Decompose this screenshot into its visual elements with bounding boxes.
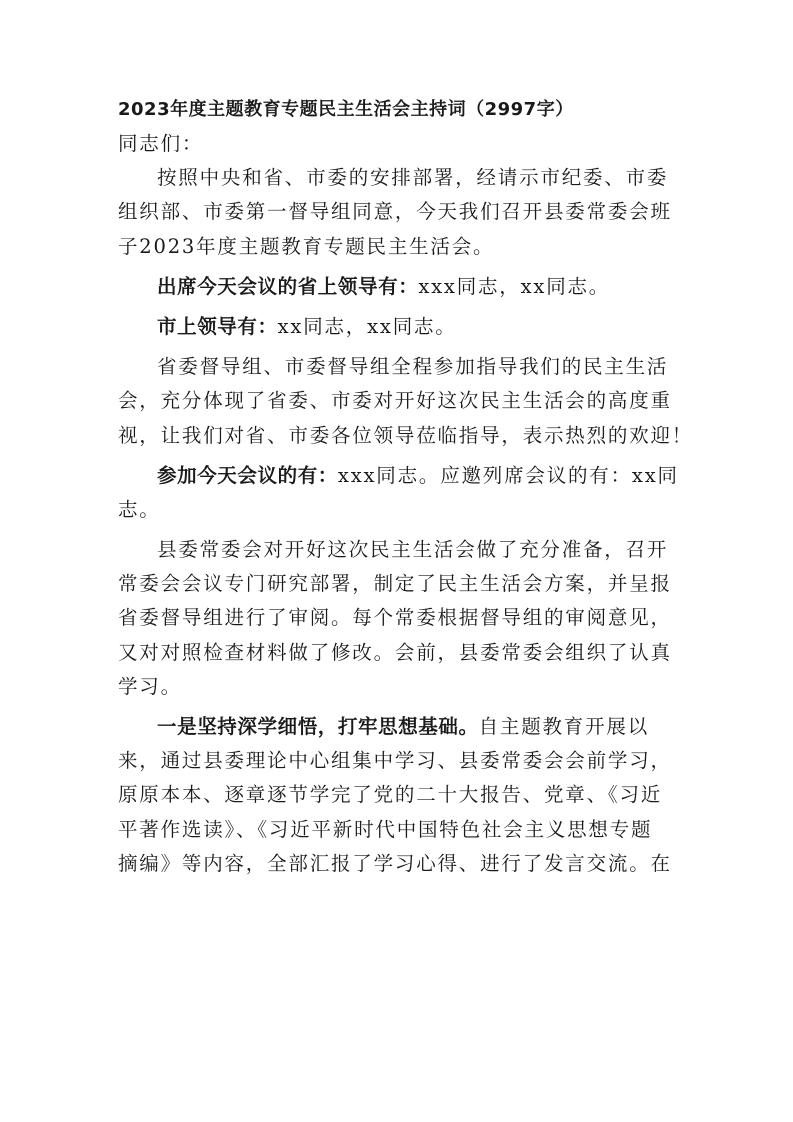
paragraph-line: 组织部、市委第一督导组同意，今天我们召开县委常委会班 [118,200,672,224]
paragraph-line: 摘编》等内容，全部汇报了学习心得、进行了发言交流。在 [118,851,672,875]
paragraph-line: 平著作选读》、《习近平新时代中国特色社会主义思想专题 [118,817,653,841]
attendees-text: xxx同志。应邀列席会议的有：xx同 [337,463,679,487]
paragraph-line: 来，通过县委理论中心组集中学习、县委常委会会前学习， [118,749,672,773]
paragraph-line: 志。 [118,497,161,521]
salutation: 同志们： [118,132,204,155]
city-leaders-names: xx同志，xx同志。 [277,314,457,338]
paragraph-line: 子2023年度主题教育专题民主生活会。 [118,234,495,258]
paragraph-line: 学习。 [118,674,182,698]
paragraph-line: 省委督导组进行了审阅。每个常委根据督导组的审阅意见， [118,606,672,630]
paragraph-line: 又对对照检查材料做了修改。会前，县委常委会组织了认真 [118,640,672,664]
paragraph-line [118,459,680,493]
paragraph-welcome [118,350,694,453]
provincial-leaders-label: 出席今天会议的省上领导有： [157,274,419,298]
paragraph-line: 会，充分体现了省委、市委对开好这次民主生活会的高度重 [118,389,672,413]
attendees-label: 参加今天会议的有： [157,463,338,487]
paragraph-preparation [118,533,680,704]
paragraph-attendees [118,459,680,527]
city-leaders-label: 市上领导有： [157,314,278,338]
provincial-leaders-names: xxx同志，xx同志。 [418,274,611,298]
paragraph-line: 按照中央和省、市委的安排部署，经请示市纪委、市委 [157,166,669,190]
paragraph-line: 县委常委会对开好这次民主生活会做了充分准备，召开 [157,538,669,562]
paragraph-line: 常委会会议专门研究部署，制定了民主生活会方案，并呈报 [118,572,672,596]
document-title: 2023年度主题教育专题民主生活会主持词（2997字） [118,99,574,120]
study-heading: 一是坚持深学细悟，打牢思想基础。 [157,715,479,738]
document-body [118,93,694,881]
paragraph-line: 省委督导组、市委督导组全程参加指导我们的民主生活 [157,355,669,379]
paragraph-line: 原原本本、逐章逐节学完了党的二十大报告、党章、《习近 [118,783,663,807]
paragraph-line: 视，让我们对省、市委各位领导莅临指导，表示热烈的欢迎！ [118,423,694,447]
paragraph-study [118,710,680,881]
paragraph-provincial-leaders [118,270,680,304]
paragraph-city-leaders [118,310,680,344]
paragraph-line [118,710,680,744]
paragraph-arrangement [118,161,680,264]
study-text: 自主题教育开展以 [478,715,650,738]
